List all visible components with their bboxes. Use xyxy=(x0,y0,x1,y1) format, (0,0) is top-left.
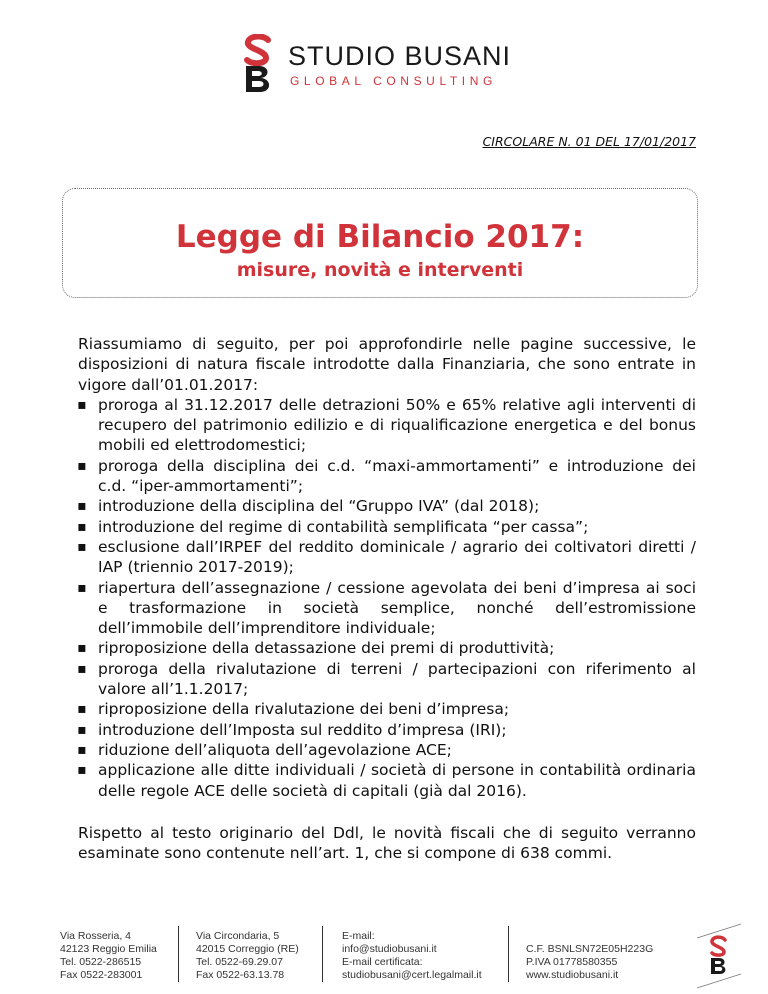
list-item-text: esclusione dall’IRPEF del reddito dominicale / agrario dei coltivatori diretti / IAP (triennio 2017-2019); xyxy=(98,537,696,577)
company-logo xyxy=(238,34,538,94)
sb-monogram-logo xyxy=(238,34,278,94)
circular-reference: CIRCOLARE N. 01 DEL 17/01/2017 xyxy=(482,134,696,149)
list-item xyxy=(78,517,696,537)
list-item-text: introduzione del regime di contabilità semplificata “per cassa”; xyxy=(98,517,589,536)
list-item xyxy=(78,740,696,760)
list-item-text: proroga al 31.12.2017 delle detrazioni 50% e 65% relative agli interventi di recupero del patrimonio edilizio e di riqualificazione energetica e del bonus mobili ed elettrodomestici; xyxy=(98,395,696,455)
bullet-icon: ▪ xyxy=(77,538,87,555)
footer-pec-link[interactable]: studiobusani@cert.legalmail.it xyxy=(342,969,482,981)
bullet-icon: ▪ xyxy=(77,721,87,738)
list-item xyxy=(78,537,696,578)
list-item xyxy=(78,578,696,639)
list-item xyxy=(78,659,696,700)
bullet-icon: ▪ xyxy=(77,741,87,758)
footer-line: Via Rosseria, 4 xyxy=(60,930,132,942)
footer-divider xyxy=(178,926,179,982)
footer-address-reggio xyxy=(60,930,157,982)
list-item xyxy=(78,760,696,801)
list-item xyxy=(78,496,696,516)
measures-list xyxy=(78,395,696,801)
bullet-icon: ▪ xyxy=(77,498,87,515)
logo-tagline: GLOBAL CONSULTING xyxy=(290,74,497,88)
body-text xyxy=(78,334,696,863)
footer-line: C.F. BSNLSN72E05H223G xyxy=(526,943,654,955)
footer-line: Via Circondaria, 5 xyxy=(196,930,280,942)
footer-sb-logo-icon xyxy=(695,920,743,990)
footer-address-correggio xyxy=(196,930,299,982)
bullet-icon: ▪ xyxy=(77,640,87,657)
closing-paragraph: Rispetto al testo originario del Ddl, le novità fiscali che di seguito verranno esaminate sono contenute nell’art. 1, che si compone di 638 commi. xyxy=(78,823,696,863)
list-item-text: riduzione dell’aliquota dell’agevolazione ACE; xyxy=(98,740,452,759)
bullet-icon: ▪ xyxy=(77,701,87,718)
list-item-text: applicazione alle ditte individuali / società di persone in contabilità ordinaria delle regole ACE delle società di capitali (già dal 2016). xyxy=(98,761,696,800)
list-item-text: introduzione della disciplina del “Gruppo IVA” (dal 2018); xyxy=(98,497,540,516)
footer-website-link[interactable]: www.studiobusani.it xyxy=(526,969,619,981)
footer-line: P.IVA 01778580355 xyxy=(526,956,618,968)
list-item xyxy=(78,395,696,456)
footer-line: Tel. 0522-69.29.07 xyxy=(196,956,283,968)
title-box xyxy=(62,188,698,298)
logo-company-name: STUDIO BUSANI xyxy=(288,41,512,71)
bullet-icon: ▪ xyxy=(77,518,87,535)
list-item-text: riproposizione della detassazione dei premi di produttività; xyxy=(98,639,555,658)
footer-line: Fax 0522-283001 xyxy=(60,969,143,981)
footer-line: Fax 0522-63.13.78 xyxy=(196,969,285,981)
list-item-text: proroga della disciplina dei c.d. “maxi-ammortamenti” e introduzione dei c.d. “iper-ammortamenti”; xyxy=(98,456,696,496)
list-item xyxy=(78,456,696,497)
bullet-icon: ▪ xyxy=(77,660,87,677)
footer-divider xyxy=(508,926,509,982)
footer-line: 42015 Correggio (RE) xyxy=(196,943,299,955)
footer-emails xyxy=(342,930,482,982)
bullet-icon: ▪ xyxy=(77,396,87,413)
intro-paragraph: Riassumiamo di seguito, per poi approfondirle nelle pagine successive, le disposizioni di natura fiscale introdotte dalla Finanziaria, che sono entrate in vigore dall’01.01.2017: xyxy=(78,335,696,394)
list-item xyxy=(78,638,696,658)
list-item-text: introduzione dell’Imposta sul reddito d’impresa (IRI); xyxy=(98,720,507,739)
list-item-text: proroga della rivalutazione di terreni / partecipazioni con riferimento al valore all’1.1.2017; xyxy=(98,659,696,699)
footer-line: 42123 Reggio Emilia xyxy=(60,943,157,955)
document-title: Legge di Bilancio 2017: xyxy=(175,219,585,255)
footer-line: E-mail: xyxy=(342,930,375,942)
list-item xyxy=(78,720,696,740)
document-subtitle: misure, novità e interventi xyxy=(236,259,524,281)
bullet-icon: ▪ xyxy=(77,457,87,474)
footer-email-link[interactable]: info@studiobusani.it xyxy=(342,943,437,955)
footer-fiscal-info xyxy=(526,943,653,982)
footer-line: E-mail certificata: xyxy=(342,956,423,968)
list-item-text: riproposizione della rivalutazione dei beni d’impresa; xyxy=(98,700,510,719)
footer-line: Tel. 0522-286515 xyxy=(60,956,142,968)
bullet-icon: ▪ xyxy=(77,762,87,779)
list-item xyxy=(78,699,696,719)
bullet-icon: ▪ xyxy=(77,579,87,596)
page-footer xyxy=(60,926,710,988)
list-item-text: riapertura dell’assegnazione / cessione agevolata dei beni d’impresa ai soci e trasformazione in società semplice, nonché dell’estromissione dell’immobile dell’imprenditore individuale; xyxy=(98,578,696,638)
footer-divider xyxy=(322,926,323,982)
